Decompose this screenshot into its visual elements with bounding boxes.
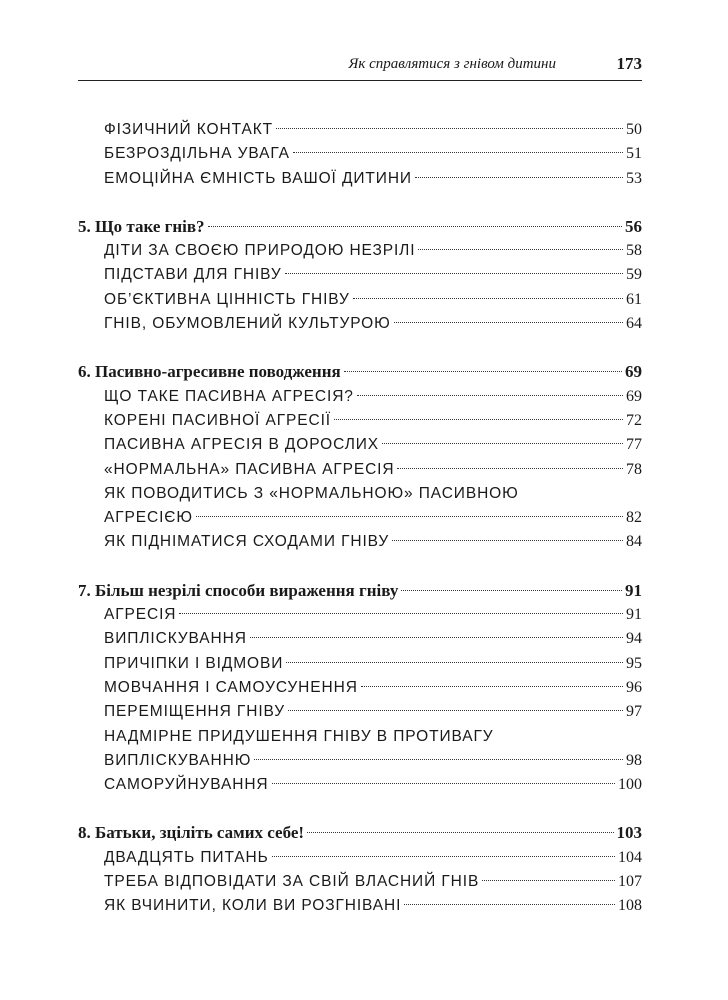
dot-leader xyxy=(288,709,623,711)
dot-leader xyxy=(392,539,623,541)
dot-leader xyxy=(401,589,622,591)
toc-entry-title: АГРЕСІЯ xyxy=(104,606,177,624)
dot-leader xyxy=(208,225,622,227)
toc-entry-title: ПІДСТАВИ ДЛЯ ГНІВУ xyxy=(104,266,282,284)
chapter-page: 69 xyxy=(625,362,642,382)
page-number: 173 xyxy=(616,54,642,73)
toc-entry-page: 50 xyxy=(626,121,642,138)
toc-entry xyxy=(78,385,642,409)
toc-entry xyxy=(78,870,642,894)
toc-entry xyxy=(78,627,642,651)
toc-chapter-heading xyxy=(78,360,642,384)
toc-entry xyxy=(78,167,642,191)
toc-entry-page: 108 xyxy=(618,897,642,915)
chapter-title: 8. Батьки, зціліть самих себе! xyxy=(78,823,305,843)
toc-entry-first-line xyxy=(78,482,642,506)
toc-entry-page: 97 xyxy=(626,703,642,721)
chapter-title: 5. Що таке гнів? xyxy=(78,216,205,236)
dot-leader xyxy=(285,272,623,274)
dot-leader xyxy=(276,127,623,129)
toc-entry-title: ДІТИ ЗА СВОЄЮ ПРИРОДОЮ НЕЗРІЛІ xyxy=(104,242,416,260)
toc-entry-title: АГРЕСІЄЮ xyxy=(104,509,193,527)
toc-entry-page: 59 xyxy=(626,266,642,284)
toc-entry-page: 84 xyxy=(626,533,642,551)
toc-entry-title: ТРЕБА ВІДПОВІДАТИ ЗА СВІЙ ВЛАСНИЙ ГНІВ xyxy=(104,873,480,891)
toc-entry-title: МОВЧАННЯ І САМОУСУНЕННЯ xyxy=(104,678,358,696)
dot-leader xyxy=(196,515,623,517)
toc-entry-title: ПАСИВНА АГРЕСІЯ В ДОРОСЛИХ xyxy=(104,436,380,454)
dot-leader xyxy=(272,782,615,784)
toc-entry xyxy=(78,749,642,773)
toc-entry xyxy=(78,263,642,287)
toc-entry xyxy=(78,530,642,554)
dot-leader xyxy=(357,394,623,396)
toc-chapter-heading xyxy=(78,579,642,603)
toc-entry-page: 72 xyxy=(626,411,642,429)
dot-leader xyxy=(334,418,623,420)
chapter-page: 91 xyxy=(625,580,642,600)
toc-entry-page: 107 xyxy=(618,873,642,891)
toc-entry-title: ФІЗИЧНИЙ КОНТАКТ xyxy=(104,121,273,138)
toc-entry-title: ЯК ВЧИНИТИ, КОЛИ ВИ РОЗГНІВАНІ xyxy=(104,897,402,915)
toc-entry-page: 98 xyxy=(626,751,642,769)
dot-leader xyxy=(286,661,623,663)
toc-entry-title-line1: НАДМІРНЕ ПРИДУШЕННЯ ГНІВУ В ПРОТИВАГУ xyxy=(104,727,494,745)
toc-entry-title: ЯК ПІДНІМАТИСЯ СХОДАМИ ГНІВУ xyxy=(104,533,390,551)
dot-leader xyxy=(254,758,623,760)
dot-leader xyxy=(361,685,623,687)
toc-entry-title: ОБ’ЄКТИВНА ЦІННІСТЬ ГНІВУ xyxy=(104,290,350,308)
toc-entry xyxy=(78,894,642,918)
toc-entry-page: 100 xyxy=(618,776,642,794)
toc-section xyxy=(78,821,642,918)
toc-entry xyxy=(78,409,642,433)
toc-entry-page: 77 xyxy=(626,436,642,454)
toc-entry xyxy=(78,239,642,263)
toc-entry xyxy=(78,142,642,166)
toc-entry-first-line xyxy=(78,725,642,749)
toc-entry xyxy=(78,676,642,700)
toc-entry-page: 82 xyxy=(626,509,642,527)
toc-entry-title: ДВАДЦЯТЬ ПИТАНЬ xyxy=(104,848,269,866)
toc-entry-page: 53 xyxy=(626,169,642,187)
running-header xyxy=(78,56,642,81)
toc-entry xyxy=(78,433,642,457)
toc-entry xyxy=(78,773,642,797)
dot-leader xyxy=(179,612,623,614)
dot-leader xyxy=(272,855,615,857)
toc-entry-title: ЕМОЦІЙНА ЄМНІСТЬ ВАШОЇ ДИТИНИ xyxy=(104,169,412,187)
dot-leader xyxy=(307,831,613,833)
running-header-title: Як справлятися з гнівом дитини xyxy=(348,56,556,72)
toc-entry xyxy=(78,506,642,530)
dot-leader xyxy=(404,903,615,905)
dot-leader xyxy=(353,297,623,299)
toc-entry-page: 91 xyxy=(626,606,642,624)
toc-entry-page: 104 xyxy=(618,848,642,866)
toc-entry-title-line1: ЯК ПОВОДИТИСЬ З «НОРМАЛЬНОЮ» ПАСИВНОЮ xyxy=(104,484,519,502)
toc-entry xyxy=(78,846,642,870)
toc-entry-title: ВИПЛІСКУВАННЮ xyxy=(104,751,252,769)
toc-entry-page: 69 xyxy=(626,387,642,405)
toc-entry-title: ВИПЛІСКУВАННЯ xyxy=(104,630,247,648)
toc-entry-page: 96 xyxy=(626,678,642,696)
toc-entry-page: 78 xyxy=(626,460,642,478)
toc-entry-page: 51 xyxy=(626,145,642,163)
table-of-contents xyxy=(78,118,642,919)
toc-entry xyxy=(78,288,642,312)
toc-entry-title: ЩО ТАКЕ ПАСИВНА АГРЕСІЯ? xyxy=(104,387,354,405)
toc-chapter-heading xyxy=(78,821,642,845)
toc-entry-title: «НОРМАЛЬНА» ПАСИВНА АГРЕСІЯ xyxy=(104,460,395,478)
toc-section xyxy=(78,360,642,554)
toc-entry-title: КОРЕНІ ПАСИВНОЇ АГРЕСІЇ xyxy=(104,411,331,429)
chapter-page: 56 xyxy=(625,216,642,236)
dot-leader xyxy=(382,442,623,444)
toc-section xyxy=(78,215,642,336)
toc-chapter-heading xyxy=(78,215,642,239)
dot-leader xyxy=(394,321,623,323)
chapter-title: 7. Більш незрілі способи вираження гніву xyxy=(78,580,399,600)
toc-entry-page: 64 xyxy=(626,315,642,333)
toc-entry xyxy=(78,312,642,336)
toc-entry-title: ГНІВ, ОБУМОВЛЕНИЙ КУЛЬТУРОЮ xyxy=(104,315,391,333)
dot-leader xyxy=(344,370,622,372)
dot-leader xyxy=(293,151,623,153)
toc-entry xyxy=(78,603,642,627)
toc-entry-page: 61 xyxy=(626,290,642,308)
dot-leader xyxy=(250,636,623,638)
dot-leader xyxy=(397,467,623,469)
toc-section xyxy=(78,118,642,191)
toc-entry xyxy=(78,652,642,676)
toc-section xyxy=(78,579,642,798)
toc-entry xyxy=(78,118,642,142)
toc-entry-page: 58 xyxy=(626,242,642,260)
toc-entry-page: 94 xyxy=(626,630,642,648)
toc-entry-title: ПЕРЕМІЩЕННЯ ГНІВУ xyxy=(104,703,285,721)
toc-entry xyxy=(78,700,642,724)
chapter-title: 6. Пасивно-агресивне поводження xyxy=(78,362,341,382)
dot-leader xyxy=(482,879,615,881)
toc-entry-page: 95 xyxy=(626,654,642,672)
dot-leader xyxy=(415,176,623,178)
dot-leader xyxy=(418,248,623,250)
toc-entry-title: САМОРУЙНУВАННЯ xyxy=(104,776,269,794)
toc-entry-title: БЕЗРОЗДІЛЬНА УВАГА xyxy=(104,145,290,163)
toc-entry-title: ПРИЧІПКИ І ВІДМОВИ xyxy=(104,654,284,672)
toc-entry xyxy=(78,458,642,482)
chapter-page: 103 xyxy=(616,823,642,843)
